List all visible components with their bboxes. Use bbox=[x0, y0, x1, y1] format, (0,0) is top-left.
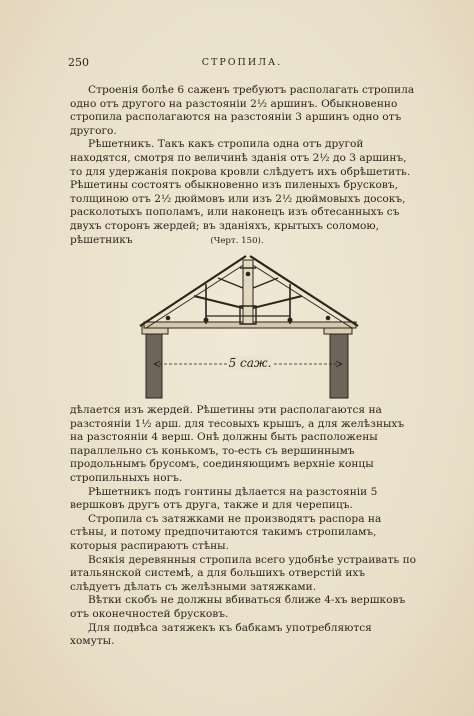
paragraph: Стропила съ затяжками не производятъ распора на стѣны, и потому предпочитаются такимъ стропиламъ, которыя распираютъ стѣны. bbox=[70, 512, 382, 552]
figure-caption: (Черт. 150). bbox=[210, 236, 264, 246]
paragraph: Строенія болѣе 6 саженъ требуютъ располагать стропила одно отъ другого на разстояніи 2½ аршинъ. Обыкновенно стропила располагаются на разстояніи 3 аршинъ одно отъ другого. bbox=[70, 84, 415, 137]
page-header bbox=[68, 56, 416, 70]
span-label: 5 саж. bbox=[228, 356, 272, 370]
paragraph: Всякія деревянныя стропила всего удобнѣе устраивать по итальянской системѣ, а для большихъ отверстій ихъ слѣдуетъ дѣлать съ желѣзными затяжками. bbox=[70, 553, 417, 593]
truss-drawing bbox=[136, 248, 366, 402]
paragraph: Для подвѣса затяжекъ къ бабкамъ употребляются хомуты. bbox=[70, 621, 372, 648]
running-title: СТРОПИЛА. bbox=[201, 57, 283, 68]
paragraph: дѣлается изъ жердей. Рѣшетины эти располагаются на разстояніи 1½ арш. для тесовыхъ крышъ, а для желѣзныхъ на разстояніи 4 верш. Онѣ должны быть расположены параллельно съ конькомъ, то-есть съ вершиннымъ продольнымъ брусомъ, соединяющимъ верхніе концы стропильныхъ ногъ. bbox=[70, 404, 405, 484]
paragraph: Рѣшетникъ подъ гонтины дѣлается на разстояніи 5 вершковъ другъ отъ друга, также и для черепицъ. bbox=[70, 485, 378, 512]
left-wall bbox=[146, 334, 162, 398]
paragraph: Вѣтки скобъ не должны вбиваться ближе 4-хъ вершковъ отъ оконечностей брусковъ. bbox=[70, 594, 406, 620]
page-number: 250 bbox=[68, 56, 89, 69]
text-block-top bbox=[70, 84, 418, 247]
paragraph: Рѣшетникъ. Такъ какъ стропила одна отъ другой находятся, смотря по величинѣ зданія отъ 2½ до 3 аршинъ, то для удержанія покрова кровли слѣдуетъ ихъ обрѣшетить. Рѣшетины состоятъ обыкновенно изъ пиленыхъ брусковъ, толщиною отъ 2½ дюймовъ или изъ 2½ дюймовыхъ досокъ, расколотыхъ пополамъ, или наконецъ изъ обтесанныхъ съ двухъ сторонъ жердей; въ зданіяхъ, крытыхъ соломою, рѣшетникъ bbox=[70, 138, 411, 246]
text-block-bottom bbox=[70, 404, 418, 649]
right-wall bbox=[330, 334, 348, 398]
